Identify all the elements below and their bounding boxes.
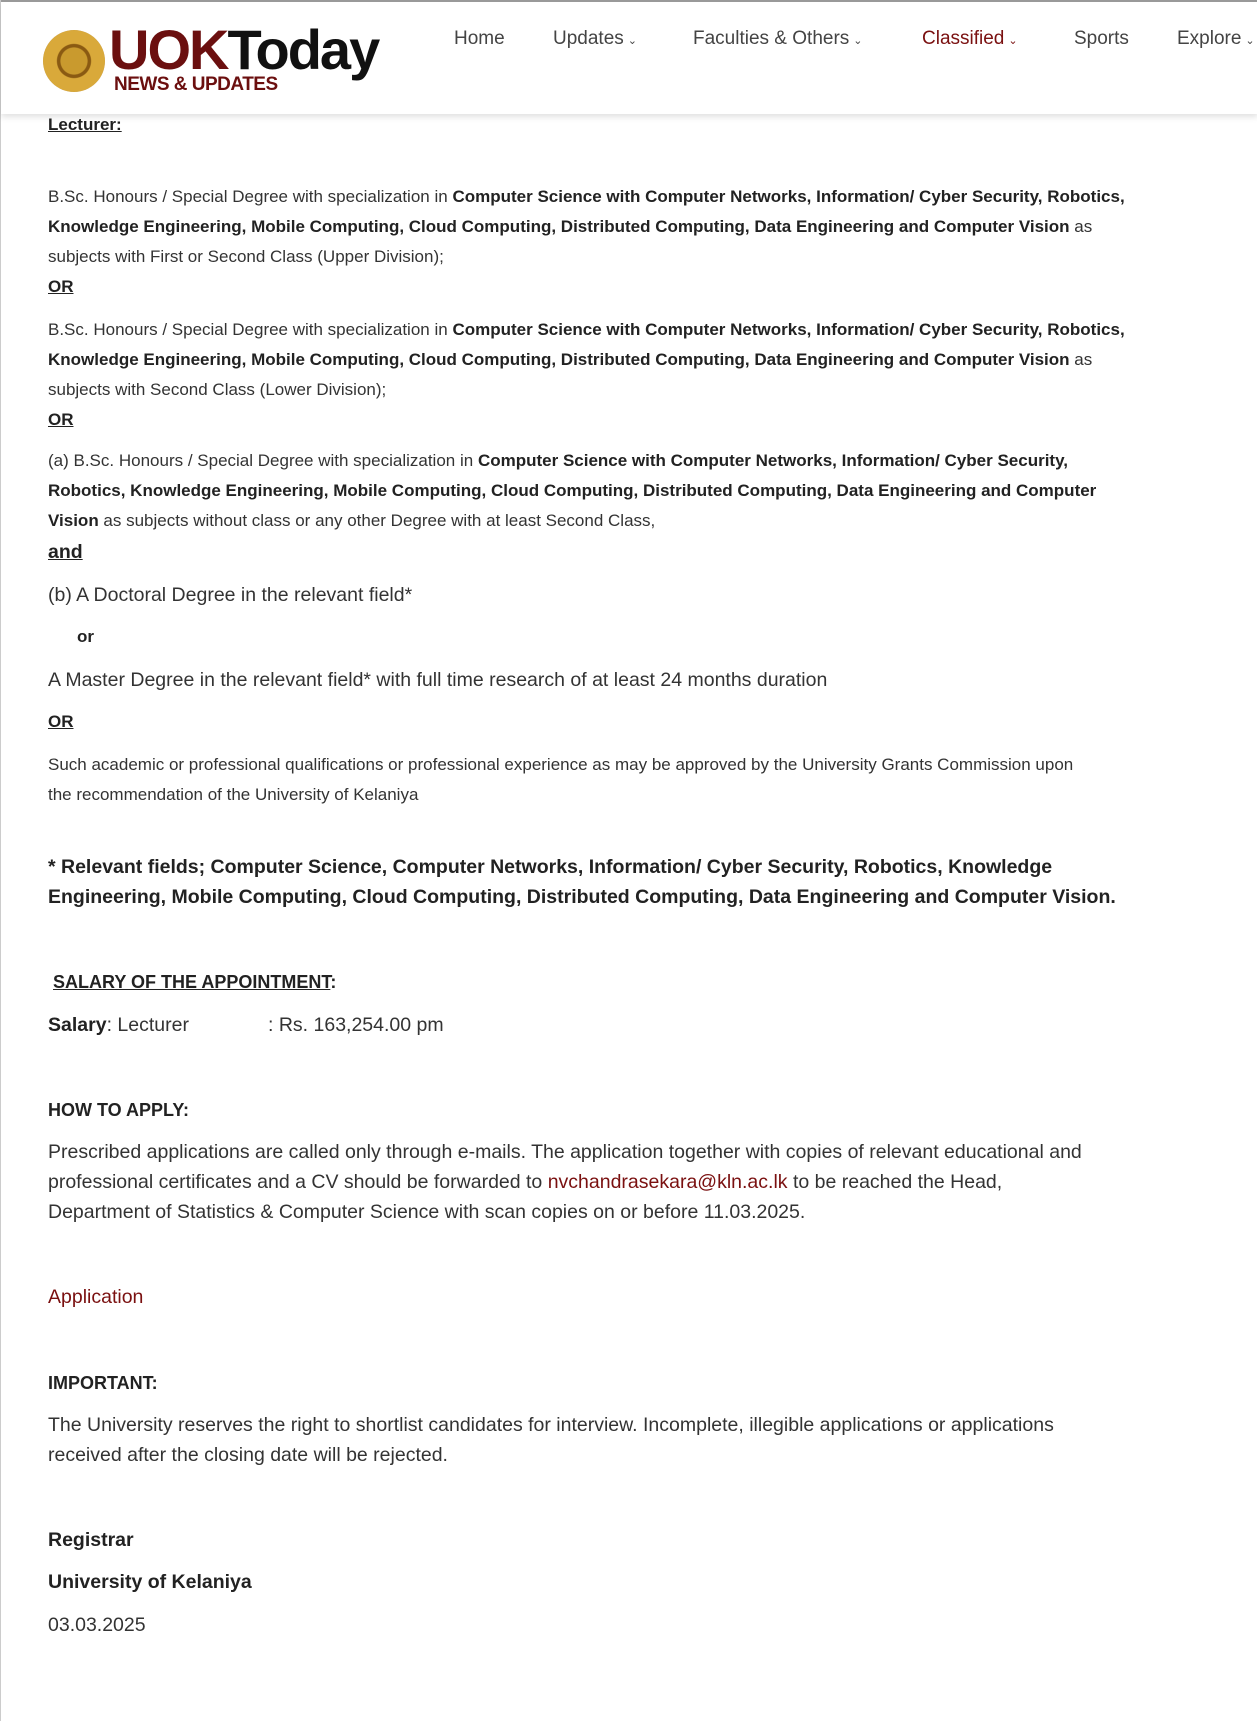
important-text: The University reserves the right to shortlist candidates for interview. Incomplete, illegible applications or applications received after the closing date will be rejected.	[48, 1414, 1054, 1466]
salary-heading: SALARY OF THE APPOINTMENT:	[53, 972, 337, 992]
important-heading: IMPORTANT:	[48, 1373, 158, 1393]
chevron-down-icon: ⌄	[627, 35, 637, 47]
chevron-down-icon: ⌄	[1008, 35, 1018, 47]
application-link[interactable]: Application	[48, 1286, 144, 1308]
qualification-1: B.Sc. Honours / Special Degree with specialization in Computer Science with Computer Networks, Information/ Cyber Security, Robotics, Knowledge Engineering, Mobile Computing, Cloud Computing, Distributed Computing, Data Engineering and Computer Vision as subjects with First or Second Class (Upper Division);	[48, 187, 1125, 266]
logo-text-uok: UOK	[109, 18, 228, 81]
nav-home[interactable]: Home	[454, 28, 505, 49]
or-small: or	[77, 627, 94, 646]
nav-explore[interactable]: Explore ⌄	[1177, 28, 1255, 49]
notice-date: 03.03.2025	[48, 1614, 146, 1636]
or-separator: OR	[48, 410, 74, 429]
other-qualifications: Such academic or professional qualifications or professional experience as may be approved by the University Grants Commission upon the recommendation of the University of Kelaniya	[48, 755, 1074, 804]
chevron-down-icon: ⌄	[1245, 35, 1255, 47]
how-to-apply-text: Prescribed applications are called only through e-mails. The application together with copies of relevant educational and professional certificates and a CV should be forwarded to nvchandrasekara@kln.ac.lk to be reached the Head, Department of Statistics & Computer Science with scan copies on or before 11.03.2025.	[48, 1141, 1082, 1223]
relevant-fields: * Relevant fields; Computer Science, Computer Networks, Information/ Cyber Security, Robotics, Knowledge Engineering, Mobile Computing, Cloud Computing, Distributed Computing, Data Engineering and Computer Vision.	[48, 856, 1116, 908]
or-separator: OR	[48, 277, 74, 296]
chevron-down-icon: ⌄	[853, 35, 863, 47]
site-header	[1, 0, 1257, 114]
nav-classified[interactable]: Classified ⌄	[922, 28, 1018, 49]
and-separator: and	[48, 541, 83, 563]
how-to-apply-heading: HOW TO APPLY:	[48, 1100, 190, 1120]
application-link-wrap	[48, 1282, 1257, 1312]
salary-row: Salary: Lecturer : Rs. 163,254.00 pm	[48, 1010, 1257, 1040]
qualification-2: B.Sc. Honours / Special Degree with specialization in Computer Science with Computer Networks, Information/ Cyber Security, Robotics, Knowledge Engineering, Mobile Computing, Cloud Computing, Distributed Computing, Data Engineering and Computer Vision as subjects with Second Class (Lower Division);	[48, 320, 1125, 399]
or-separator: OR	[48, 712, 74, 731]
nav-sports[interactable]: Sports	[1074, 28, 1129, 49]
qualification-3b: (b) A Doctoral Degree in the relevant field*	[48, 584, 413, 606]
master-degree-text: A Master Degree in the relevant field* with full time research of at least 24 months duration	[48, 669, 828, 691]
nav-faculties[interactable]: Faculties & Others ⌄	[693, 28, 863, 49]
salary-value: : Rs. 163,254.00 pm	[268, 1014, 444, 1036]
nav-updates[interactable]: Updates ⌄	[553, 28, 637, 49]
logo-tagline: NEWS & UPDATES	[114, 74, 278, 95]
lecturer-heading: Lecturer:	[48, 115, 122, 134]
logo-text-today: Today	[227, 18, 379, 81]
qualification-3a: (a) B.Sc. Honours / Special Degree with specialization in Computer Science with Computer Networks, Information/ Cyber Security, Robotics, Knowledge Engineering, Mobile Computing, Cloud Computing, Distributed Computing, Data Engineering and Computer Vision as subjects without class or any other Degree with at least Second Class,	[48, 451, 1097, 530]
registrar: Registrar	[48, 1529, 134, 1551]
university-name: University of Kelaniya	[48, 1571, 252, 1593]
email-link[interactable]: nvchandrasekara@kln.ac.lk	[547, 1171, 788, 1193]
university-seal-logo[interactable]	[43, 30, 105, 92]
site-logo[interactable]	[109, 20, 378, 80]
